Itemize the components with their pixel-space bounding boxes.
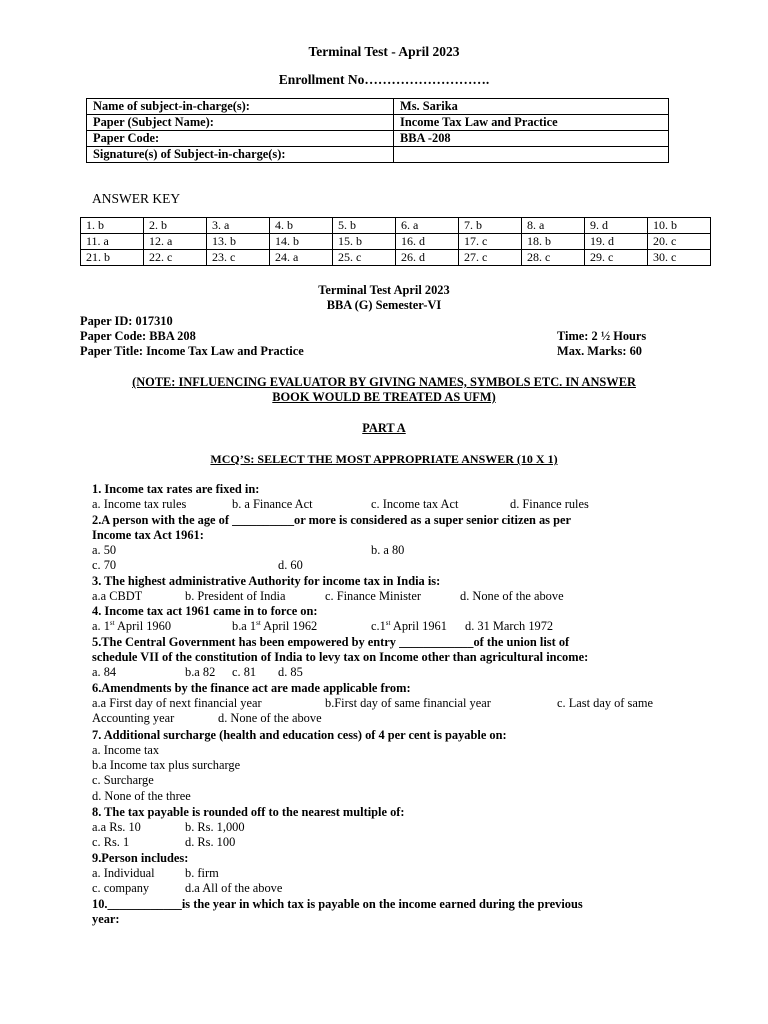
test-title: Terminal Test April 2023 <box>318 283 450 297</box>
option: a. 50 <box>92 543 117 557</box>
answer-cell: 13. b <box>207 234 270 250</box>
option: d. 85 <box>278 665 303 679</box>
option: b.a 82 <box>185 665 216 679</box>
option: b.a Income tax plus surcharge <box>92 758 241 772</box>
option: c. Surcharge <box>92 773 154 787</box>
answer-cell: 28. c <box>522 250 585 266</box>
question-9: 9.Person includes: <box>92 851 189 865</box>
table-row <box>81 218 711 234</box>
table-cell-value: BBA -208 <box>394 131 669 147</box>
table-cell-label: Name of subject-in-charge(s): <box>87 99 394 115</box>
note-line: (NOTE: INFLUENCING EVALUATOR BY GIVING NAMES, SYMBOLS ETC. IN ANSWER <box>132 375 636 389</box>
option: a. 1st April 1960 <box>92 619 172 633</box>
answer-cell: 1. b <box>81 218 144 234</box>
question-10: 10.____________is the year in which tax is payable on the income earned during the previous <box>92 897 583 911</box>
option: c. 81 <box>232 665 257 679</box>
option: b. President of India <box>185 589 286 603</box>
answer-cell: 8. a <box>522 218 585 234</box>
option: d. None of the above <box>218 711 322 725</box>
answer-cell: 7. b <box>459 218 522 234</box>
paper-id: Paper ID: 017310 <box>80 314 173 328</box>
answer-cell: 19. d <box>585 234 648 250</box>
question-6: 6.Amendments by the finance act are made applicable from: <box>92 681 411 695</box>
answer-cell: 17. c <box>459 234 522 250</box>
answer-cell: 24. a <box>270 250 333 266</box>
table-cell-label: Paper (Subject Name): <box>87 115 394 131</box>
option: b. a Finance Act <box>232 497 313 511</box>
subject-info-table <box>86 98 669 163</box>
answer-cell: 6. a <box>396 218 459 234</box>
part-heading: PART A <box>362 421 406 435</box>
question-1: 1. Income tax rates are fixed in: <box>92 482 260 496</box>
table-row <box>87 99 669 115</box>
answer-cell: 27. c <box>459 250 522 266</box>
semester-line: BBA (G) Semester-VI <box>326 298 442 312</box>
answer-cell: 2. b <box>144 218 207 234</box>
option: a.a Rs. 10 <box>92 820 141 834</box>
question-2: 2.A person with the age of __________or more is considered as a super senior citizen as per <box>92 513 571 527</box>
question-4: 4. Income tax act 1961 came in to force on: <box>92 604 318 618</box>
option: a. Income tax rules <box>92 497 187 511</box>
option: d. None of the three <box>92 789 191 803</box>
option: d.a All of the above <box>185 881 283 895</box>
option: d. Finance rules <box>510 497 589 511</box>
option: a.a CBDT <box>92 589 143 603</box>
answer-cell: 3. a <box>207 218 270 234</box>
table-cell-value: Ms. Sarika <box>394 99 669 115</box>
option: b.a 1st April 1962 <box>232 619 318 633</box>
answer-cell: 30. c <box>648 250 711 266</box>
table-cell-value: Income Tax Law and Practice <box>394 115 669 131</box>
question-2-cont: Income tax Act 1961: <box>92 528 204 542</box>
table-row <box>81 250 711 266</box>
question-5: 5.The Central Government has been empowered by entry ____________of the union list of <box>92 635 570 649</box>
answer-cell: 5. b <box>333 218 396 234</box>
max-marks: Max. Marks: 60 <box>557 344 642 358</box>
question-10-cont: year: <box>92 912 120 926</box>
paper-code: Paper Code: BBA 208 <box>80 329 196 343</box>
answer-cell: 18. b <box>522 234 585 250</box>
answer-cell: 12. a <box>144 234 207 250</box>
option: a. Income tax <box>92 743 160 757</box>
answer-cell: 22. c <box>144 250 207 266</box>
answer-cell: 25. c <box>333 250 396 266</box>
table-row <box>87 131 669 147</box>
answer-cell: 4. b <box>270 218 333 234</box>
answer-cell: 29. c <box>585 250 648 266</box>
option: c. Finance Minister <box>325 589 422 603</box>
option: b. Rs. 1,000 <box>185 820 245 834</box>
option: d. Rs. 100 <box>185 835 236 849</box>
answer-key-heading: ANSWER KEY <box>92 191 181 206</box>
answer-cell: 26. d <box>396 250 459 266</box>
option: d. 60 <box>278 558 303 572</box>
option: b. firm <box>185 866 219 880</box>
option: c. 70 <box>92 558 117 572</box>
question-3: 3. The highest administrative Authority for income tax in India is: <box>92 574 441 588</box>
answer-cell: 15. b <box>333 234 396 250</box>
option: c.1st April 1961 <box>371 619 447 633</box>
table-row <box>87 115 669 131</box>
note-line: BOOK WOULD BE TREATED AS UFM) <box>272 390 496 404</box>
option: c. Income tax Act <box>371 497 459 511</box>
table-row <box>87 147 669 163</box>
table-cell-label: Signature(s) of Subject-in-charge(s): <box>87 147 394 163</box>
option: c. company <box>92 881 150 895</box>
question-5-cont: schedule VII of the constitution of India to levy tax on Income other than agricultural income: <box>92 650 589 664</box>
option: a. 84 <box>92 665 117 679</box>
mcq-heading: MCQ’S: SELECT THE MOST APPROPRIATE ANSWER (10 X 1) <box>210 452 558 466</box>
answer-cell: 14. b <box>270 234 333 250</box>
answer-key-table <box>80 217 711 266</box>
option: c. Rs. 1 <box>92 835 130 849</box>
enrollment-line: Enrollment No………………………. <box>278 72 490 87</box>
answer-cell: 10. b <box>648 218 711 234</box>
table-row <box>81 234 711 250</box>
table-cell-value <box>394 147 669 163</box>
option: d. None of the above <box>460 589 564 603</box>
time-allowed: Time: 2 ½ Hours <box>557 329 647 343</box>
document-title: Terminal Test - April 2023 <box>308 44 460 59</box>
answer-cell: 9. d <box>585 218 648 234</box>
answer-cell: 11. a <box>81 234 144 250</box>
answer-cell: 20. c <box>648 234 711 250</box>
option: d. 31 March 1972 <box>465 619 554 633</box>
question-7: 7. Additional surcharge (health and education cess) of 4 per cent is payable on: <box>92 728 507 742</box>
paper-title: Paper Title: Income Tax Law and Practice <box>80 344 304 358</box>
answer-cell: 16. d <box>396 234 459 250</box>
answer-cell: 23. c <box>207 250 270 266</box>
option: a. Individual <box>92 866 155 880</box>
option: a.a First day of next financial year <box>92 696 262 710</box>
option: c. Last day of same <box>557 696 653 710</box>
option: b.First day of same financial year <box>325 696 491 710</box>
question-8: 8. The tax payable is rounded off to the nearest multiple of: <box>92 805 405 819</box>
option: Accounting year <box>92 711 175 725</box>
table-cell-label: Paper Code: <box>87 131 394 147</box>
option: b. a 80 <box>371 543 405 557</box>
answer-cell: 21. b <box>81 250 144 266</box>
